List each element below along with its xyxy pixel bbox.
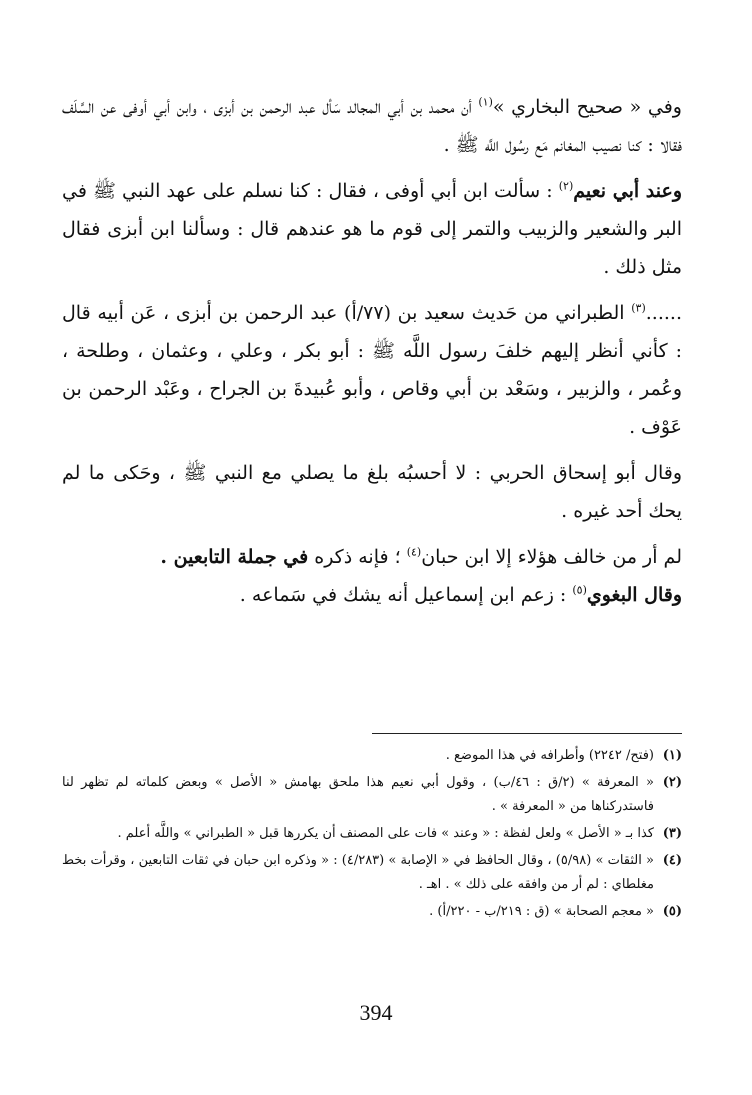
footnote-item (62, 822, 682, 846)
paragraph-text: لم أر من خالف هؤلاء إلا ابن حبان (421, 546, 682, 568)
paragraph-3 (62, 294, 682, 446)
footnotes (62, 744, 682, 927)
footnote-item (62, 771, 682, 819)
footnote-text: « المعرفة » (٢/ق : ٤٦/ب) ، وقول أبي نعيم هذا ملحق بهامش « الأصل » وبعض كلماته لم تظهر لنا فاستدركناها من « المعرفة » . (62, 775, 654, 814)
paragraph-5 (62, 538, 682, 576)
paragraph-text: ...... (645, 302, 682, 324)
paragraph-bold: في جملة التابعين . (160, 546, 309, 568)
footnote-divider (372, 733, 682, 734)
footnote-marker[interactable]: (٣) (631, 301, 646, 315)
footnote-marker[interactable]: (٢) (558, 179, 574, 193)
footnote-item (62, 900, 682, 924)
footnote-marker[interactable]: (٥) (572, 583, 587, 597)
paragraph-text: وقال أبو إسحاق الحربي : لا أحسبُه بلغ ما يصلي مع النبي ﷺ ، وحَكى ما لم يحك أحد غيره . (62, 462, 682, 522)
paragraph-1 (62, 88, 682, 164)
footnote-text: (فتح/ ٢٢٤٢) وأطرافه في هذا الموضع . (445, 748, 654, 763)
paragraph-text: ؛ فإنه ذكره (308, 546, 407, 568)
footnote-marker[interactable]: (٤) (406, 545, 422, 559)
footnote-text: « معجم الصحابة » (ق : ٢١٩/ب - ٢٢٠/أ) . (429, 904, 654, 919)
main-text (62, 88, 682, 632)
paragraph-6 (62, 576, 682, 614)
footnote-item (62, 849, 682, 897)
footnote-number: (١) (662, 748, 682, 763)
paragraph-text: : زعم ابن إسماعيل أنه يشك في سَماعه . (239, 584, 573, 606)
footnote-text: « الثقات » (٥/٩٨) ، وقال الحافظ في « الإصابة » (٤/٢٨٣) : « وذكره ابن حبان في ثقات التابعين ، وقرأت بخط مغلطاي : لم أر من وافقه على ذلك » . اهـ . (62, 853, 654, 892)
footnote-item (62, 744, 682, 768)
paragraph-text: وفي « صحيح البخاري » (492, 96, 682, 118)
footnote-marker[interactable]: (١) (478, 95, 493, 109)
paragraph-2 (62, 172, 682, 286)
footnote-number: (٥) (662, 904, 682, 919)
footnote-number: (٤) (662, 853, 682, 868)
paragraph-text: أن محمد بن أبي المجالد سَأل عبد الرحمن بن أبزى ، وابن أبي أوفى عن السَّلَف فقالا : كنا نصيب المغانم مَع رسُول اللَّه ﷺ . (62, 96, 682, 156)
page-number: 394 (359, 1000, 393, 1025)
paragraph-text: : سألت ابن أبي أوفى ، فقال : كنا نسلم على عهد النبي ﷺ في البر والشعير والزبيب والتمر إلى قوم ما هو عندهم قال : وسألنا ابن أبزى فقال مثل ذلك . (62, 180, 682, 278)
paragraph-lead: وعند أبي نعيم (573, 180, 682, 202)
footnote-number: (٢) (662, 775, 682, 790)
paragraph-4 (62, 454, 682, 530)
paragraph-lead: وقال البغوي (586, 584, 682, 606)
paragraph-text: الطبراني من حَديث سعيد بن (٧٧/أ) عبد الرحمن بن أبزى ، عَن أبيه قال : كأني أنظر إليهم خلفَ رسول اللَّه ﷺ : أبو بكر ، وعلي ، وعثمان ، وطلحة ، وعُمر ، والزبير ، وسَعْد بن أبي وقاص ، وأبو عُبيدةَ بن الجراح ، وعَبْد الرحمن بن عَوْف . (62, 302, 682, 438)
footnote-number: (٣) (662, 826, 682, 841)
footnote-text: كذا بـ « الأصل » ولعل لفظة : « وعند » فات على المصنف أن يكررها قبل « الطبراني » واللَّه أعلم . (117, 826, 654, 841)
